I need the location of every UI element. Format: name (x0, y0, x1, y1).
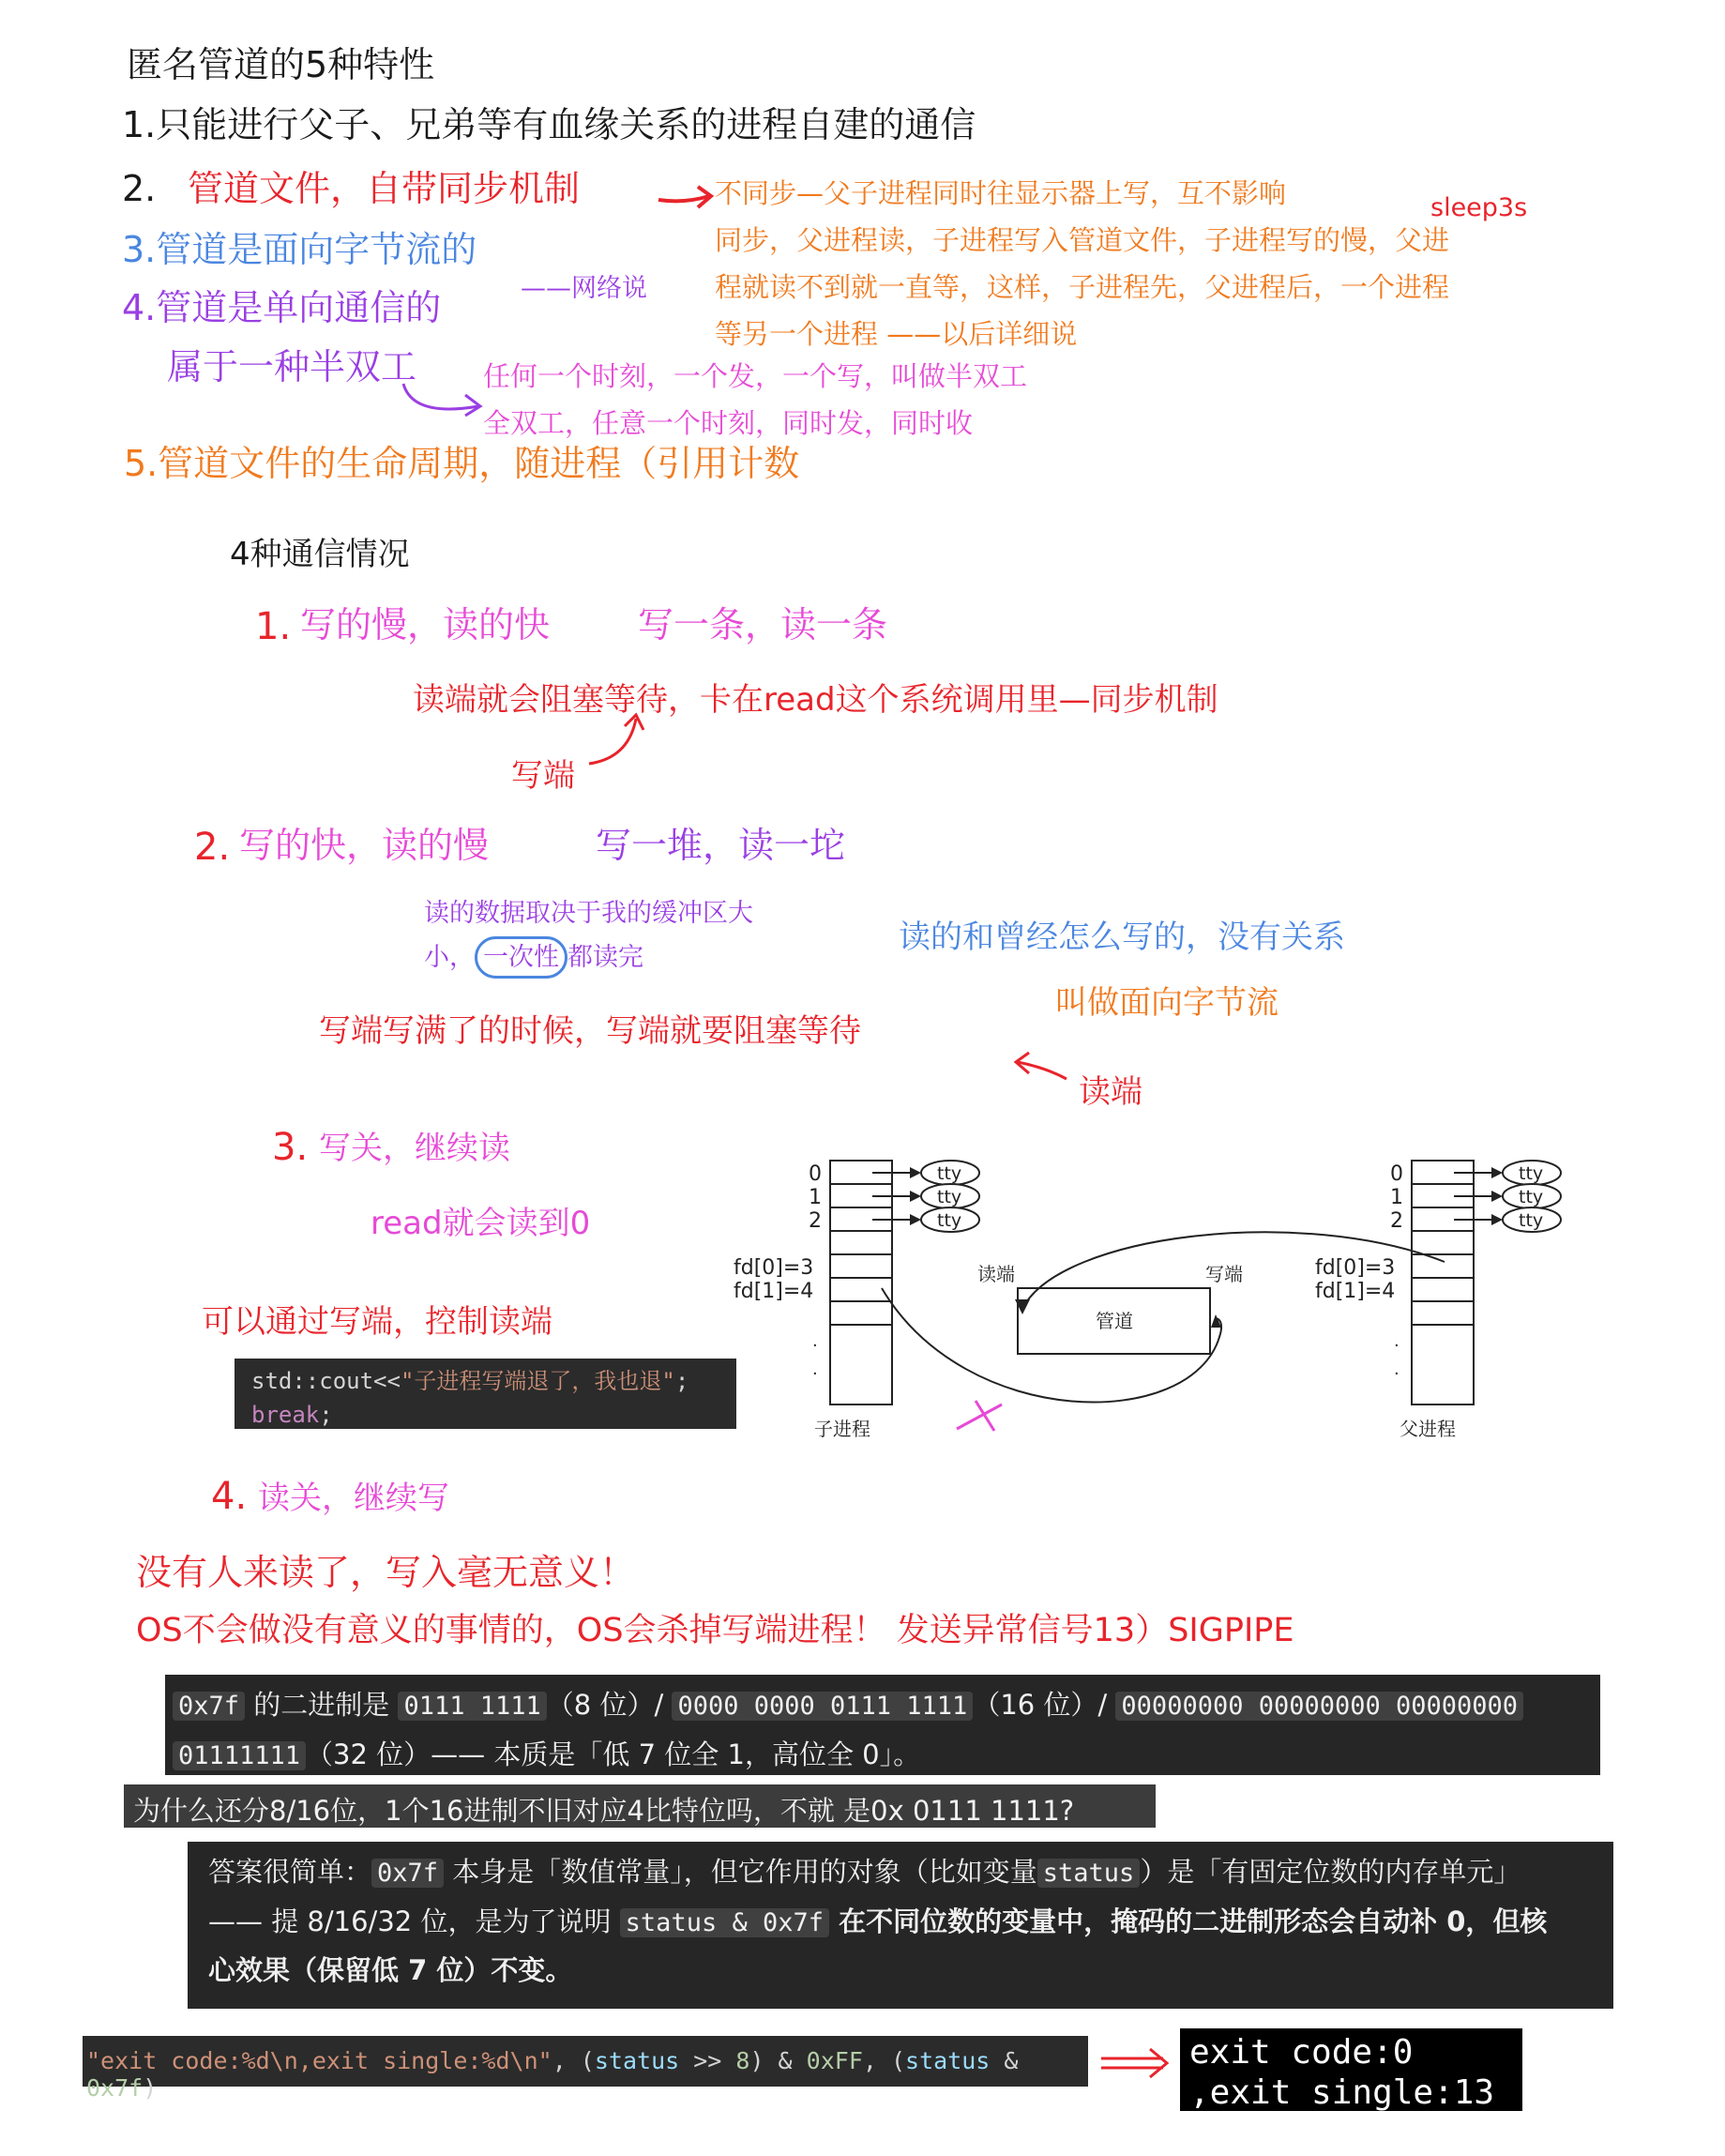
feature-2: 管道文件，自带同步机制 (188, 168, 581, 209)
code-var: status (905, 2047, 991, 2074)
feature-2-note-sync-2: 程就读不到就一直等，这样，子进程先，父进程后，一个进程 (715, 271, 1450, 303)
feature-4-half-duplex: 属于一种半双工 (167, 346, 417, 387)
pipe-diagram (722, 1149, 1566, 1459)
parent-fd-2: 2 (1390, 1209, 1403, 1233)
tty-label: tty (937, 1163, 962, 1184)
text: 在不同位数的变量中，掩码的二进制形态会自动补 0，但核 (829, 1905, 1548, 1937)
code-number: 8 (735, 2047, 750, 2074)
printf-code-line (83, 2036, 1088, 2102)
case-4-number: 4. (211, 1475, 248, 1518)
pipe-label: 管道 (1096, 1310, 1133, 1332)
tty-label: tty (1519, 1210, 1544, 1231)
code-number: 0xFF (806, 2047, 863, 2074)
case-4-red-2: OS不会做没有意义的事情的，OS会杀掉写端进程！ 发送异常信号13）SIGPIPE (136, 1612, 1294, 1649)
case-2-note-2-tail: 都读完 (567, 943, 643, 972)
code-chip: 01111111 (173, 1741, 306, 1770)
child-fd-2: 2 (809, 1209, 822, 1233)
answer-explanation (188, 1842, 1613, 2009)
code-semicolon: ; (674, 1368, 689, 1394)
feature-4-note: ——网络说 (521, 274, 647, 303)
text: （8 位）/ (546, 1689, 673, 1721)
cases-heading: 4种通信情况 (230, 536, 410, 573)
code-chip: 0111 1111 (398, 1692, 546, 1721)
child-fd-1: 1 (809, 1186, 822, 1209)
case-2-blue-note: 读的和曾经怎么写的，没有关系 (899, 919, 1345, 956)
case-1-title: 写的慢，读的快 (300, 604, 551, 645)
parent-label: 父进程 (1400, 1418, 1456, 1440)
parent-dot: . (1394, 1331, 1400, 1351)
arrow-icon (1008, 1051, 1074, 1088)
case-2-reader: 读端 (1079, 1073, 1142, 1111)
case-1-tag: 写一条，读一条 (638, 604, 888, 645)
code-punct: , ( (862, 2047, 906, 2074)
text: （32 位）—— 本质是「低 7 位全 1，高位全 0」。 (306, 1738, 921, 1770)
code-chip: status & 0x7f (620, 1908, 829, 1937)
code-punct: ) & (749, 2047, 807, 2074)
child-fd-4: fd[1]=4 (734, 1280, 814, 1303)
text: （16 位）/ (973, 1689, 1116, 1721)
code-chip: 0x7f (371, 1859, 444, 1888)
child-fd-3: fd[0]=3 (734, 1256, 814, 1280)
terminal-line: ,exit single:13 (1189, 2073, 1495, 2113)
feature-3: 3.管道是面向字节流的 (122, 229, 477, 270)
arrow-icon (657, 183, 715, 211)
case-2-tag: 写一堆，读一坨 (596, 825, 846, 866)
code-break: break (251, 1402, 320, 1428)
code-punct: & (990, 2047, 1019, 2074)
feature-4: 4.管道是单向通信的 (122, 287, 442, 328)
terminal-output (1180, 2028, 1522, 2111)
text: 答案很简单： (208, 1856, 372, 1888)
case-2-note-2-circled: 一次性 (475, 936, 567, 979)
half-duplex-definition: 任何一个时刻，一个发，一个写，叫做半双工 (483, 360, 1028, 392)
feature-2-number: 2. (122, 168, 157, 209)
tty-label: tty (1519, 1187, 1544, 1207)
close-mark-icon (957, 1401, 1002, 1431)
case-3-note: read就会读到0 (371, 1205, 591, 1242)
case-1-number: 1. (255, 605, 292, 648)
text: 心效果（保留低 7 位）不变。 (208, 1954, 573, 1987)
case-3-title: 写关，继续读 (319, 1130, 510, 1167)
read-end-label: 读端 (977, 1263, 1015, 1285)
code-string: "子进程写端退了，我也退" (400, 1368, 675, 1394)
curve-arrow-icon (394, 380, 488, 427)
case-4-title: 读关，继续写 (258, 1480, 449, 1517)
text: 本身是「数值常量」，但它作用的对象（比如变量 (444, 1856, 1037, 1888)
parent-fd-3: fd[0]=3 (1315, 1256, 1396, 1280)
page-title: 匿名管道的5种特性 (127, 44, 435, 85)
child-dot: . (812, 1359, 818, 1379)
curve-arrow-icon (582, 711, 657, 767)
sleep-note: sleep3s (1430, 193, 1528, 222)
code-string: "exit code:%d\n,exit single:%d\n" (86, 2047, 552, 2074)
text: ）是「有固定位数的内存单元」 (1140, 1856, 1521, 1888)
code-semicolon: ; (319, 1402, 333, 1428)
binary-explanation (165, 1675, 1600, 1775)
feature-5: 5.管道文件的生命周期，随进程（引用计数 (124, 443, 800, 484)
case-1-writer: 写端 (511, 757, 575, 795)
feature-2-note-sync-3: 等另一个进程 ——以后详细说 (715, 318, 1078, 350)
code-chip: status (1037, 1859, 1141, 1888)
feature-1: 1.只能进行父子、兄弟等有血缘关系的进程自建的通信 (122, 104, 976, 145)
case-3-control: 可以通过写端，控制读端 (202, 1303, 552, 1341)
case-4-red-1: 没有人来读了，写入毫无意义！ (136, 1552, 636, 1593)
parent-fd-1: 1 (1390, 1186, 1403, 1209)
tty-label: tty (937, 1210, 962, 1231)
question-bar: 为什么还分8/16位，1个16进制不旧对应4比特位吗，不就 是0x 0111 1111? (124, 1784, 1156, 1828)
write-end-label: 写端 (1205, 1263, 1243, 1285)
code-cout: std::cout<< (251, 1368, 401, 1394)
terminal-line: exit code:0 (1189, 2033, 1414, 2072)
parent-dot: . (1394, 1359, 1400, 1379)
feature-2-note-async: 不同步—父子进程同时往显示器上写，互不影响 (715, 177, 1287, 209)
arrow-icon (1097, 2043, 1173, 2081)
code-var: status (594, 2047, 680, 2074)
code-snippet-exit (235, 1359, 736, 1429)
case-2-orange-note: 叫做面向字节流 (1055, 984, 1279, 1022)
tty-label: tty (1519, 1163, 1544, 1184)
code-chip: 0x7f (173, 1692, 245, 1721)
feature-2-note-sync-1: 同步，父进程读，子进程写入管道文件，子进程写的慢，父进 (715, 224, 1450, 256)
tty-label: tty (937, 1187, 962, 1207)
parent-fd-4: fd[1]=4 (1315, 1280, 1396, 1303)
code-punct: >> (679, 2047, 736, 2074)
child-fd-0: 0 (809, 1162, 822, 1186)
text: —— 提 8/16/32 位，是为了说明 (208, 1905, 620, 1937)
case-1-note: 读端就会阻塞等待，卡在read这个系统调用里—同步机制 (413, 681, 1218, 719)
code-chip: 00000000 00000000 00000000 (1115, 1692, 1523, 1721)
text: 的二进制是 (245, 1689, 399, 1721)
code-chip: 0000 0000 0111 1111 (672, 1692, 973, 1721)
full-duplex-definition: 全双工，任意一个时刻，同时发，同时收 (483, 407, 974, 439)
child-label: 子进程 (814, 1418, 870, 1440)
case-2-number: 2. (194, 826, 231, 869)
child-dot: . (812, 1331, 818, 1351)
case-2-red-note: 写端写满了的时候，写端就要阻塞等待 (319, 1012, 861, 1050)
case-3-number: 3. (272, 1126, 309, 1169)
code-number: 0x7f (86, 2074, 144, 2102)
case-2-note-1: 读的数据取决于我的缓冲区大 (424, 899, 753, 928)
case-2-note-2 (424, 943, 643, 972)
case-2-title: 写的快，读的慢 (239, 825, 490, 866)
code-punct: ) (143, 2074, 158, 2102)
case-2-note-2-lead: 小， (424, 943, 475, 972)
parent-fd-0: 0 (1390, 1162, 1403, 1186)
code-punct: , ( (552, 2047, 595, 2074)
